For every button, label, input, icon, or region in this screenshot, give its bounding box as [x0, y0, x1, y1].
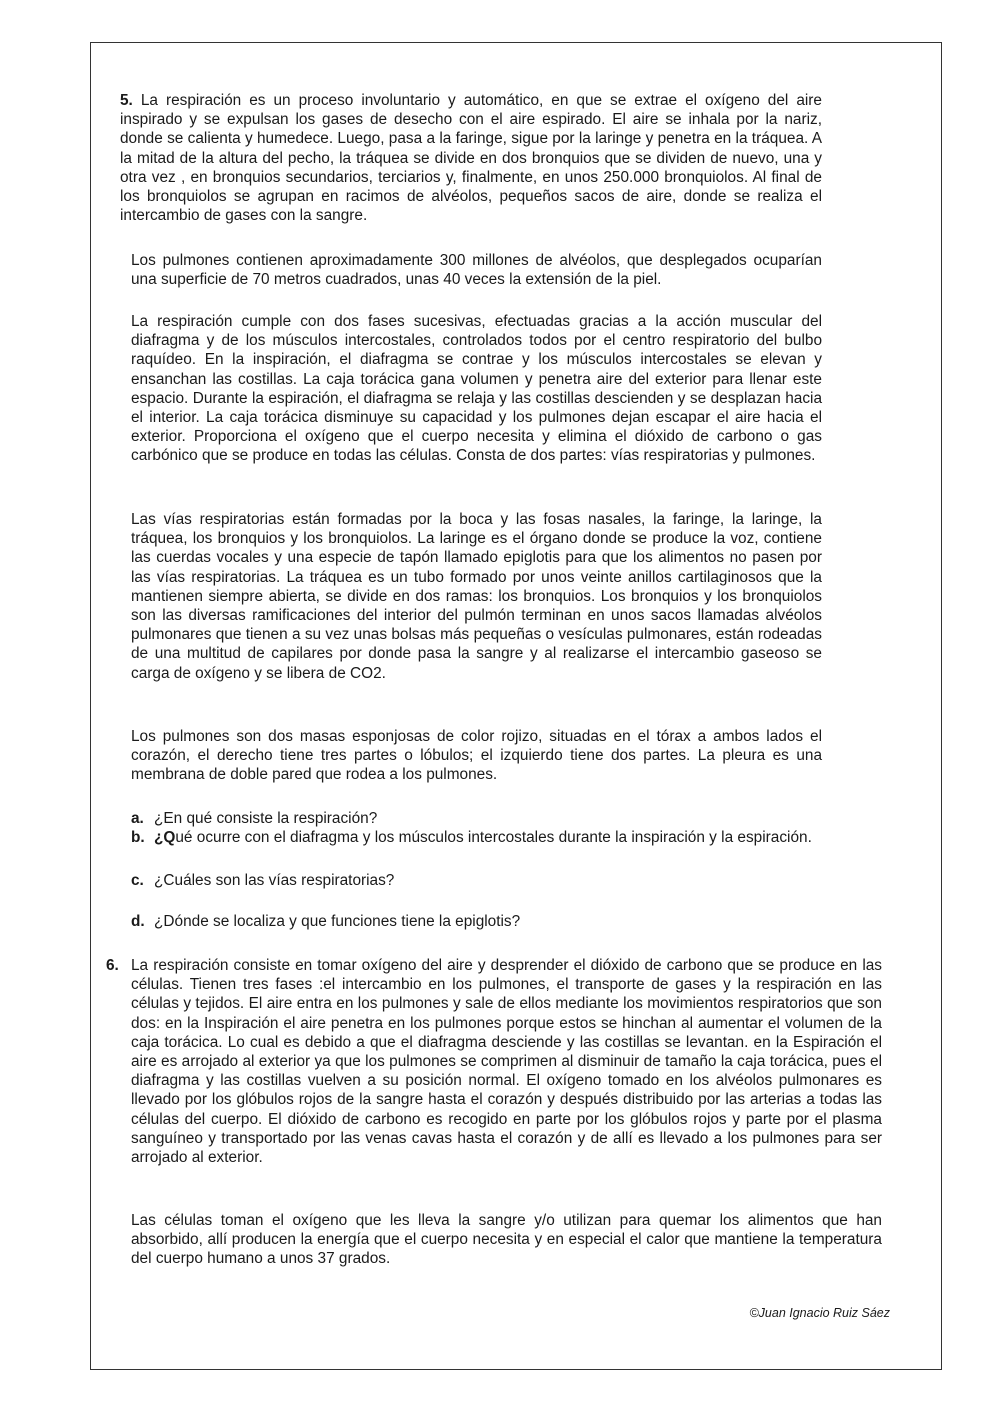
- question-d-label: d.: [131, 913, 145, 930]
- question-a-label: a.: [131, 810, 144, 827]
- q5-number: 5.: [120, 92, 133, 109]
- question-b-text: ué ocurre con el diafragma y los músculos intercostales durante la inspiración y la espiración.: [175, 829, 812, 846]
- q5-paragraph-1: [120, 91, 822, 225]
- q5-paragraph-5: Los pulmones son dos masas esponjosas de color rojizo, situadas en el tórax a ambos lados el corazón, el derecho tiene tres partes o lóbulos; el izquierdo tiene dos partes. La pleura es una membrana de doble pared que rodea a los pulmones.: [131, 728, 822, 784]
- q5-paragraph-3: La respiración cumple con dos fases sucesivas, efectuadas gracias a la acción muscular del diafragma y de los músculos intercostales, controlados todos por el centro respiratorio del bulbo raquídeo. En la inspiración, el diafragma se contrae y los músculos intercostales se elevan y ensanchan las costillas. La caja torácica gana volumen y penetra aire del exterior para llenar este espacio. Durante la espiración, el diafragma se relaja y las costillas descienden y se desplazan hacia el interior. La caja torácica disminuye su capacidad y los pulmones dejan escapar el aire hacia el exterior. Proporciona el oxígeno que el cuerpo necesita y elimina el dióxido de carbono o gas carbónico que se produce en todas las células. Consta de dos partes: vías respiratorias y pulmones.: [131, 313, 822, 465]
- q5-paragraph-4: Las vías respiratorias están formadas por la boca y las fosas nasales, la faringe, la laringe, la tráquea, los bronquios y los bronquiolos. La laringe es el órgano donde se produce la voz, contiene las cuerdas vocales y una especie de tapón llamado epiglotis para que los alimentos no pasen por las vías respiratorias. La tráquea es un tubo formado por unos veinte anillos cartilaginosos que la mantienen siempre abierta, se divide en dos ramas: los bronquios. Los bronquios y los bronquiolos son las diversas ramificaciones del interior del pulmón terminan en unos sacos llamadas alvéolos pulmonares que tienen a su vez unas bolsas más pequeñas o vesículas pulmonares, están rodeadas de una multitud de capilares por donde pasa la sangre y al realizarse el intercambio gaseoso se carga de oxígeno y se libera de CO2.: [131, 511, 822, 682]
- question-b-bold-start: ¿Q: [154, 829, 176, 846]
- q5-p1-text: La respiración es un proceso involuntario y automático, en que se extrae el oxígeno del aire inspirado y se expulsan los gases de desecho con el aire espirado. El aire se inhala por la nariz, donde se calienta y humedece. Luego, pasa a la faringe, sigue por la laringe y penetra en la tráquea. A la mitad de la altura del pecho, la tráquea se divide en dos bronquios que se dividen de nuevo, una y otra vez , en bronquios secundarios, terciarios y, finalmente, en unos 250.000 bronquiolos. Al final de los bronquiolos se agrupan en racimos de alvéolos, pequeños sacos de aire, donde se realiza el intercambio de gases con la sangre.: [120, 92, 822, 225]
- q5-paragraph-2: Los pulmones contienen aproximadamente 300 millones de alvéolos, que desplegados ocuparían una superficie de 70 metros cuadrados, unas 40 veces la extensión de la piel.: [131, 252, 822, 289]
- author-credit: ©Juan Ignacio Ruiz Sáez: [749, 1306, 890, 1320]
- question-b-label: b.: [131, 829, 145, 846]
- question-c-label: c.: [131, 872, 144, 889]
- q6-paragraph-1: La respiración consiste en tomar oxígeno del aire y desprender el dióxido de carbono que se produce en las células. Tienen tres fases :el intercambio en los pulmones, el transporte de gases y la respiración en las células y tejidos. El aire entra en los pulmones y sale de ellos mediante los movimientos respiratorios que son dos: en la Inspiración el aire penetra en los pulmones porque estos se hinchan al aumentar el volumen de la caja torácica. Lo cual es debido a que el diafragma desciende y las costillas se levantan. en la Espiración el aire es arrojado al exterior ya que los pulmones se comprimen al disminuir de tamaño la caja torácica, pues el diafragma y las costillas vuelven a su posición normal. El oxígeno tomado en los alvéolos pulmonares es llevado por los glóbulos rojos de la sangre hasta el corazón y después distribuido por las arterias a todas las células del cuerpo. El dióxido de carbono es recogido en parte por los glóbulos rojos y parte por el plasma sanguíneo y transportado por las venas cavas hasta el corazón y de allí es llevado a los pulmones para ser arrojado al exterior.: [131, 957, 882, 1167]
- question-d-text: ¿Dónde se localiza y que funciones tiene la epiglotis?: [154, 913, 521, 930]
- q6-paragraph-2: Las células toman el oxígeno que les lleva la sangre y/o utilizan para quemar los alimentos que han absorbido, allí producen la energía que el cuerpo necesita y en especial el calor que mantiene la temperatura del cuerpo humano a unos 37 grados.: [131, 1212, 882, 1268]
- q6-number: 6.: [106, 957, 119, 974]
- question-a-text: ¿En qué consiste la respiración?: [154, 810, 378, 827]
- question-c-text: ¿Cuáles son las vías respiratorias?: [154, 872, 395, 889]
- page-border: [90, 42, 942, 1370]
